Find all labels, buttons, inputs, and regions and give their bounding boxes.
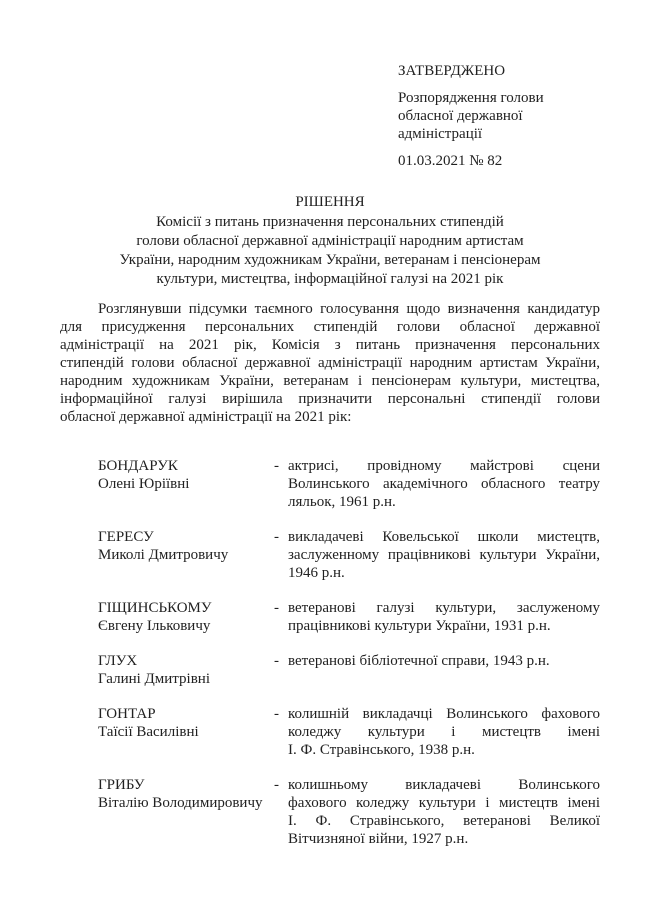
title-block	[60, 193, 600, 289]
decision-heading: РІШЕННЯ	[295, 194, 365, 210]
recipient-given-name: Миколі Дмитровичу	[98, 547, 229, 563]
recipient-list	[60, 457, 600, 848]
recipient-row	[60, 457, 600, 511]
recipient-row	[60, 776, 600, 848]
recipient-name	[60, 776, 274, 848]
subtitle-line: Комісії з питань призначення персональних стипендій	[156, 214, 504, 230]
recipient-given-name: Таїсії Василівні	[98, 724, 199, 740]
list-dash: -	[274, 529, 279, 545]
list-dash: -	[274, 706, 279, 722]
subtitle-line: культури, мистецтва, інформаційної галузі на 2021 рік	[156, 271, 504, 287]
paragraph-line: стипендій голови обласної державної адміністрації народним артистам України,	[60, 355, 600, 371]
paragraph-line: народним художникам України, ветеранам і пенсіонерам культури, мистецтва,	[60, 373, 600, 389]
description-line: І. Ф. Стравінського, ветеранові Великої	[288, 813, 600, 829]
recipient-row	[60, 528, 600, 582]
paragraph-line: обласної державної адміністрації на 2021 рік:	[60, 409, 352, 425]
decision-paragraph	[60, 300, 600, 426]
description-line: фахового коледжу культури і мистецтв імені	[288, 795, 600, 811]
recipient-surname: ГІЩИНСЬКОМУ	[98, 600, 212, 616]
recipient-name	[60, 705, 274, 759]
description-line: ветеранові бібліотечної справи, 1943 р.н.	[288, 653, 550, 669]
recipient-surname: БОНДАРУК	[98, 458, 178, 474]
recipient-given-name: Євгену Ільковичу	[98, 618, 211, 634]
recipient-name	[60, 599, 274, 635]
list-dash: -	[274, 777, 279, 793]
recipient-description	[274, 705, 600, 759]
description-line: Вітчизняної війни, 1927 р.н.	[288, 831, 469, 847]
subtitle-line: України, народним художникам України, ветеранам і пенсіонерам	[119, 252, 541, 268]
description-line: ветеранові галузі культури, заслуженому	[288, 600, 600, 616]
recipient-name	[60, 652, 274, 688]
recipient-description	[274, 599, 600, 635]
recipient-given-name: Олені Юріївні	[98, 476, 190, 492]
approval-date-number: 01.03.2021 № 82	[398, 153, 503, 169]
approval-heading: ЗАТВЕРДЖЕНО	[398, 63, 506, 79]
description-line: колишньому викладачеві Волинського	[288, 777, 600, 793]
approval-block	[398, 62, 600, 170]
description-line: І. Ф. Стравінського, 1938 р.н.	[288, 742, 475, 758]
description-line: коледжу культури і мистецтв імені	[288, 724, 600, 740]
approval-line: обласної державної адміністрації	[398, 108, 523, 142]
recipient-description	[274, 652, 600, 688]
recipient-name	[60, 528, 274, 582]
description-line: заслуженному працівникові культури України,	[288, 547, 600, 563]
recipient-description	[274, 528, 600, 582]
paragraph-line: для присудження персональних стипендій голови обласної державної	[60, 319, 600, 335]
description-line: колишній викладачці Волинського фахового	[288, 706, 600, 722]
recipient-row	[60, 705, 600, 759]
description-line: актрисі, провідному майстрові сцени	[288, 458, 600, 474]
recipient-given-name: Віталію Володимировичу	[98, 795, 263, 811]
description-line: ляльок, 1961 р.н.	[288, 494, 396, 510]
recipient-description	[274, 776, 600, 848]
description-line: 1946 р.н.	[288, 565, 345, 581]
list-dash: -	[274, 653, 279, 669]
description-line: викладачеві Ковельської школи мистецтв,	[288, 529, 600, 545]
subtitle-line: голови обласної державної адміністрації народним артистам	[136, 233, 524, 249]
recipient-surname: ГРИБУ	[98, 777, 145, 793]
decision-subtitle	[60, 213, 600, 289]
paragraph-line: адміністрації на 2021 рік, Комісія з питань призначення персональних	[60, 337, 600, 353]
recipient-description	[274, 457, 600, 511]
recipient-row	[60, 599, 600, 635]
recipient-surname: ГЛУХ	[98, 653, 138, 669]
recipient-surname: ГОНТАР	[98, 706, 156, 722]
paragraph-line: Розглянувши підсумки таємного голосування щодо визначення кандидатур	[98, 301, 600, 317]
recipient-surname: ГЕРЕСУ	[98, 529, 154, 545]
recipient-row	[60, 652, 600, 688]
list-dash: -	[274, 600, 279, 616]
description-line: працівникові культури України, 1931 р.н.	[288, 618, 551, 634]
recipient-given-name: Галині Дмитрівні	[98, 671, 210, 687]
recipient-name	[60, 457, 274, 511]
description-line: Волинського академічного обласного театру	[288, 476, 600, 492]
approval-line: Розпорядження голови	[398, 90, 544, 106]
list-dash: -	[274, 458, 279, 474]
paragraph-line: інформаційної галузі вирішила призначити персональні стипендії голови	[60, 391, 600, 407]
